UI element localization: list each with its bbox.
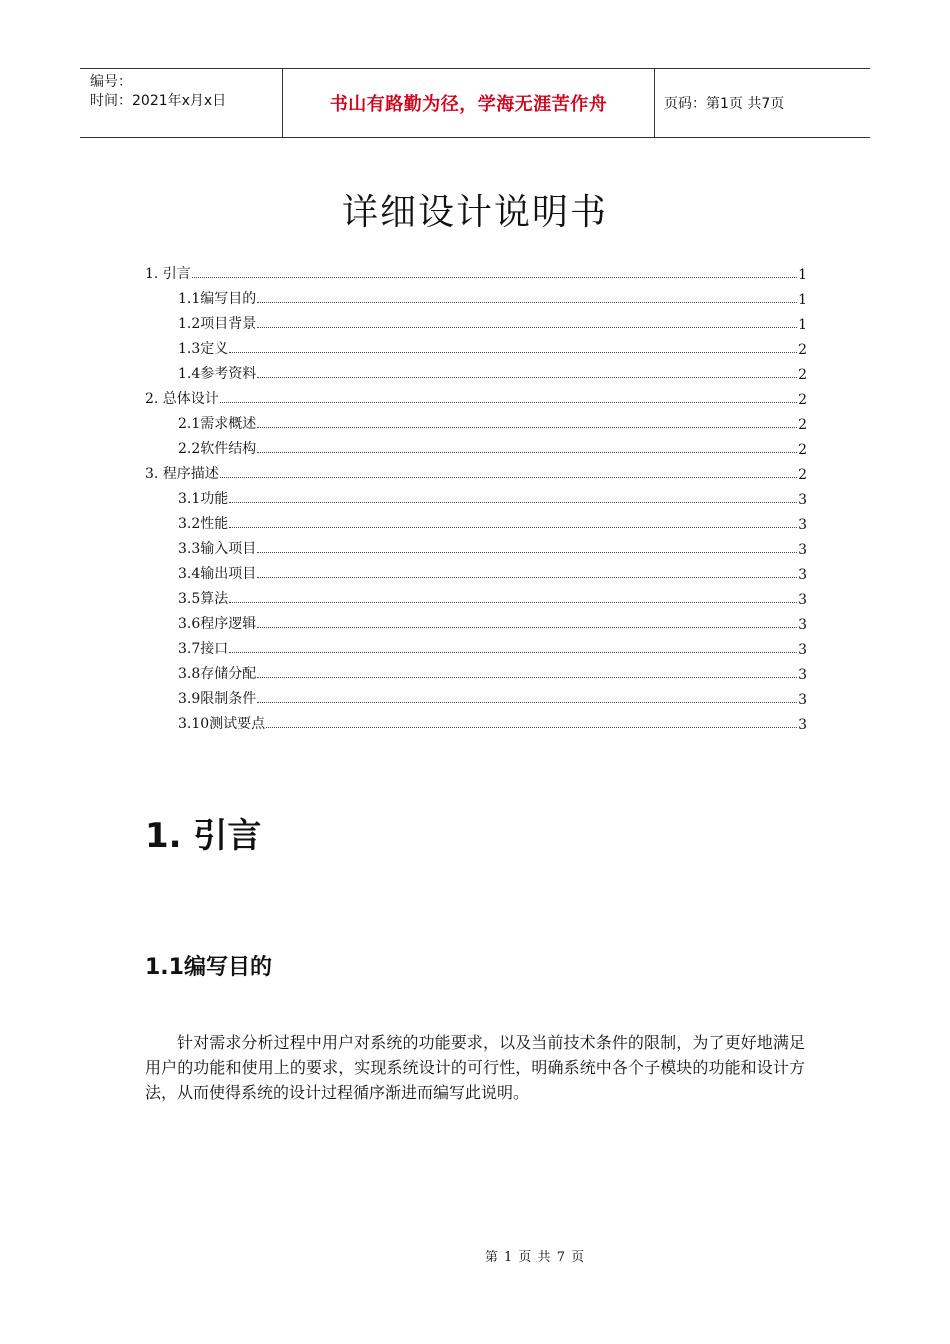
toc-leader-dots bbox=[257, 626, 797, 628]
toc-entry-title: 3.9限制条件 bbox=[178, 691, 257, 707]
header-table bbox=[80, 68, 870, 138]
toc-entry[interactable] bbox=[145, 658, 807, 683]
toc-entry-page: 3 bbox=[798, 642, 807, 658]
toc-entry-title: 3. 程序描述 bbox=[145, 466, 219, 482]
table-of-contents bbox=[145, 258, 807, 733]
toc-entry-title: 3.4输出项目 bbox=[178, 566, 257, 582]
toc-entry[interactable] bbox=[145, 708, 807, 733]
toc-entry[interactable] bbox=[145, 483, 807, 508]
toc-leader-dots bbox=[257, 426, 797, 428]
toc-leader-dots bbox=[257, 451, 797, 453]
toc-entry-title: 1. 引言 bbox=[145, 266, 191, 282]
document-time-label: 时间：2021年x月x日 bbox=[90, 93, 227, 109]
toc-leader-dots bbox=[229, 601, 797, 603]
toc-leader-dots bbox=[257, 701, 797, 703]
toc-entry[interactable] bbox=[145, 683, 807, 708]
header-page-info: 页码：第1页 共7页 bbox=[664, 96, 785, 112]
toc-entry-title: 3.8存储分配 bbox=[178, 666, 257, 682]
toc-entry-title: 1.3定义 bbox=[178, 341, 229, 357]
toc-entry-page: 3 bbox=[798, 667, 807, 683]
toc-entry-page: 2 bbox=[798, 342, 807, 358]
toc-entry-title: 3.5算法 bbox=[178, 591, 229, 607]
toc-entry-page: 2 bbox=[798, 467, 807, 483]
toc-entry[interactable] bbox=[145, 583, 807, 608]
toc-entry-page: 1 bbox=[798, 317, 807, 333]
toc-entry-page: 1 bbox=[798, 267, 807, 283]
toc-entry[interactable] bbox=[145, 358, 807, 383]
toc-entry-title: 3.2性能 bbox=[178, 516, 229, 532]
toc-entry-page: 2 bbox=[798, 392, 807, 408]
toc-entry-page: 3 bbox=[798, 492, 807, 508]
toc-entry[interactable] bbox=[145, 533, 807, 558]
toc-entry[interactable] bbox=[145, 458, 807, 483]
toc-entry-page: 2 bbox=[798, 442, 807, 458]
toc-entry-title: 1.1编写目的 bbox=[178, 291, 257, 307]
toc-leader-dots bbox=[229, 651, 797, 653]
toc-leader-dots bbox=[257, 676, 797, 678]
toc-leader-dots bbox=[257, 376, 797, 378]
toc-leader-dots bbox=[220, 401, 797, 403]
toc-entry-title: 1.4参考资料 bbox=[178, 366, 257, 382]
document-title: 详细设计说明书 bbox=[341, 192, 608, 234]
toc-entry-title: 3.7接口 bbox=[178, 641, 229, 657]
header-meta bbox=[80, 69, 282, 137]
toc-entry[interactable] bbox=[145, 558, 807, 583]
toc-entry-page: 1 bbox=[798, 292, 807, 308]
toc-entry-title: 2.1需求概述 bbox=[178, 416, 257, 432]
toc-entry[interactable] bbox=[145, 408, 807, 433]
toc-entry-title: 3.6程序逻辑 bbox=[178, 616, 257, 632]
toc-leader-dots bbox=[257, 551, 797, 553]
toc-leader-dots bbox=[257, 301, 797, 303]
toc-entry[interactable] bbox=[145, 633, 807, 658]
toc-leader-dots bbox=[257, 576, 797, 578]
toc-leader-dots bbox=[229, 351, 797, 353]
toc-entry-page: 3 bbox=[798, 517, 807, 533]
toc-entry[interactable] bbox=[145, 608, 807, 633]
header-motto: 书山有路勤为径，学海无涯苦作舟 bbox=[282, 69, 655, 137]
toc-leader-dots bbox=[220, 476, 797, 478]
toc-entry-page: 2 bbox=[798, 367, 807, 383]
subsection-heading: 1.1编写目的 bbox=[145, 955, 272, 980]
toc-entry-page: 3 bbox=[798, 542, 807, 558]
toc-entry[interactable] bbox=[145, 508, 807, 533]
toc-entry-title: 3.3输入项目 bbox=[178, 541, 257, 557]
toc-entry-page: 3 bbox=[798, 692, 807, 708]
toc-leader-dots bbox=[229, 501, 797, 503]
toc-leader-dots bbox=[229, 526, 797, 528]
body-paragraph: 针对需求分析过程中用户对系统的功能要求，以及当前技术条件的限制，为了更好地满足用户的功能和使用上的要求，实现系统设计的可行性，明确系统中各个子模块的功能和设计方法，从而使得系统的设计过程循序渐进而编写此说明。 bbox=[145, 1033, 805, 1102]
section-heading: 1. 引言 bbox=[145, 816, 262, 856]
toc-entry-title: 1.2项目背景 bbox=[178, 316, 257, 332]
toc-entry[interactable] bbox=[145, 283, 807, 308]
toc-entry[interactable] bbox=[145, 433, 807, 458]
toc-entry-page: 3 bbox=[798, 717, 807, 733]
toc-entry[interactable] bbox=[145, 333, 807, 358]
toc-entry-page: 3 bbox=[798, 592, 807, 608]
toc-entry-title: 3.10测试要点 bbox=[178, 716, 266, 732]
toc-entry-title: 2.2软件结构 bbox=[178, 441, 257, 457]
toc-entry-page: 3 bbox=[798, 617, 807, 633]
toc-leader-dots bbox=[257, 326, 797, 328]
toc-entry-page: 3 bbox=[798, 567, 807, 583]
toc-entry-title: 2. 总体设计 bbox=[145, 391, 219, 407]
toc-entry-page: 2 bbox=[798, 417, 807, 433]
toc-entry[interactable] bbox=[145, 383, 807, 408]
toc-leader-dots bbox=[266, 726, 797, 728]
document-number-label: 编号： bbox=[90, 74, 132, 90]
page-footer: 第 1 页 共 7 页 bbox=[484, 1250, 586, 1265]
toc-entry[interactable] bbox=[145, 308, 807, 333]
toc-entry[interactable] bbox=[145, 258, 807, 283]
toc-leader-dots bbox=[192, 276, 797, 278]
toc-entry-title: 3.1功能 bbox=[178, 491, 229, 507]
